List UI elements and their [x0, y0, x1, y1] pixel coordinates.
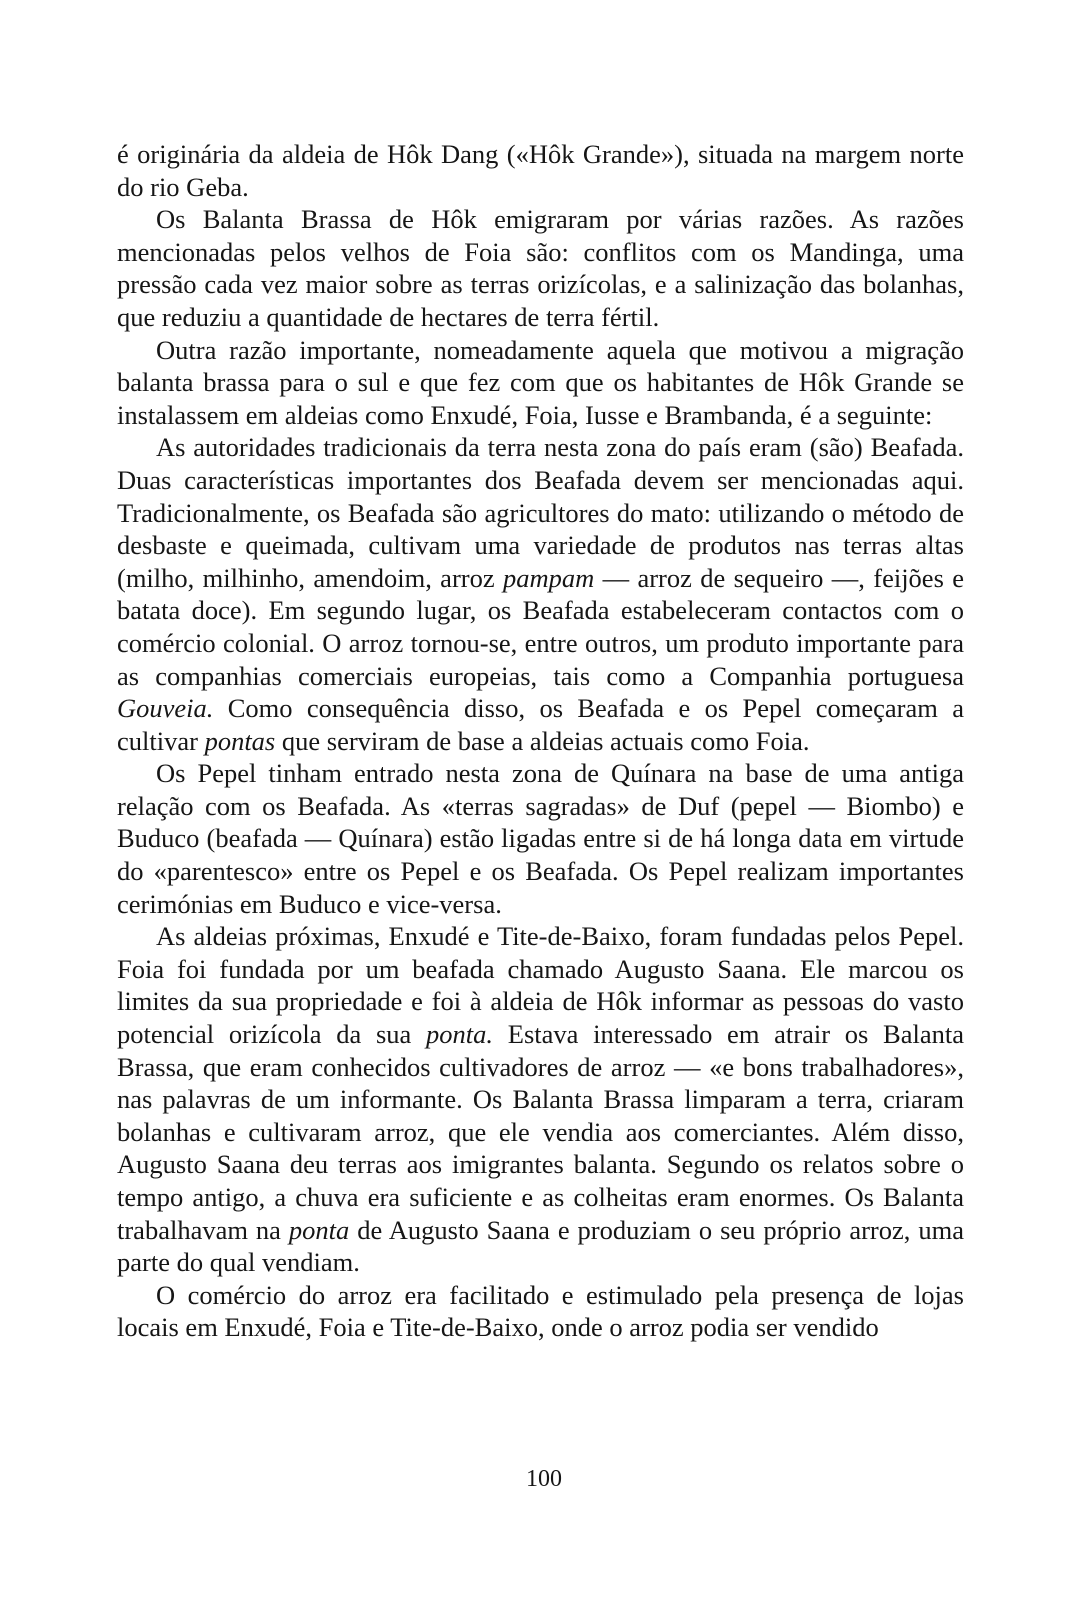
text-run: As autoridades tradicionais da terra nesta zona do país eram (são) Beafada. Duas características importantes dos Beafada devem ser mencionadas aqui. Tradicionalmente, os Beafada são agricultores do mato: utilizando o método de desbaste e queimada, cultivam uma variedade de produtos nas terras altas (milho, milhinho, amendoim, arroz [117, 432, 964, 593]
text-run: Estava interessado em atrair os Balanta Brassa, que eram conhecidos cultivadores de arroz — «e bons trabalhadores», nas palavras de um informante. Os Balanta Brassa limparam a terra, criaram bolanhas e cultivaram arroz, que ele vendia aos comerciantes. Além disso, Augusto Saana deu terras aos imigrantes balanta. Segundo os relatos sobre o tempo antigo, a chuva era suficiente e as colheitas eram enormes. Os Balanta trabalhavam na [117, 1019, 964, 1245]
italic-term: pontas [204, 725, 276, 756]
text-run: — arroz de sequeiro —, feijões e batata doce). Em segundo lugar, os Beafada estabeleceram contactos com o comércio colonial. O arroz tornou-se, entre outros, um produto importante para as companhias comerciais europeias, tais como a Companhia portuguesa [117, 562, 964, 691]
text-run: Os Balanta Brassa de Hôk emigraram por várias razões. As razões mencionadas pelos velhos de Foia são: conflitos com os Mandinga, uma pressão cada vez maior sobre as terras orizícolas, e a salinização das bolanhas, que reduziu a quantidade de hectares de terra fértil. [117, 204, 964, 332]
paragraph [117, 334, 964, 432]
paragraph [117, 1279, 964, 1344]
page-number: 100 [526, 1466, 562, 1492]
paragraph [117, 757, 964, 920]
paragraph [117, 920, 964, 1279]
text-run: é originária da aldeia de Hôk Dang («Hôk Grande»), situada na margem norte do rio Geba. [117, 139, 964, 202]
italic-term: Gouveia. [117, 693, 214, 724]
text-run: que serviram de base a aldeias actuais como Foia. [275, 725, 810, 756]
text-run: O comércio do arroz era facilitado e estimulado pela presença de lojas locais em Enxudé, Foia e Tite-de-Baixo, onde o arroz podia ser vendido [117, 1279, 964, 1343]
italic-term: pampam [502, 562, 595, 593]
text-run: As aldeias próximas, Enxudé e Tite-de-Baixo, foram fundadas pelos Pepel. Foia foi fundada por um beafada chamado Augusto Saana. Ele marcou os limites da sua propriedade e foi à aldeia de Hôk informar as pessoas do vasto potencial orizícola da sua [117, 921, 964, 1050]
paragraph [117, 203, 964, 333]
text-run: Os Pepel tinham entrado nesta zona de Quínara na base de uma antiga relação com os Beafada. As «terras sagradas» de Duf (pepel — Biombo) e Buduco (beafada — Quínara) estão ligadas entre si de há longa data em virtude do «parentesco» entre os Pepel e os Beafada. Os Pepel realizam importantes cerimónias em Buduco e vice-versa. [117, 758, 964, 919]
page-body [117, 138, 964, 1344]
text-run: Como consequência disso, os Beafada e os Pepel começaram a cultivar [117, 693, 964, 756]
text-run: de Augusto Saana e produziam o seu próprio arroz, uma parte do qual vendiam. [117, 1214, 964, 1278]
italic-term: ponta. [426, 1019, 494, 1050]
italic-term: ponta [288, 1214, 350, 1245]
text-run: Outra razão importante, nomeadamente aquela que motivou a migração balanta brassa para o sul e que fez com que os habitantes de Hôk Grande se instalassem em aldeias como Enxudé, Foia, Iusse e Brambanda, é a seguinte: [117, 334, 964, 430]
paragraph [117, 138, 964, 203]
paragraph [117, 431, 964, 757]
